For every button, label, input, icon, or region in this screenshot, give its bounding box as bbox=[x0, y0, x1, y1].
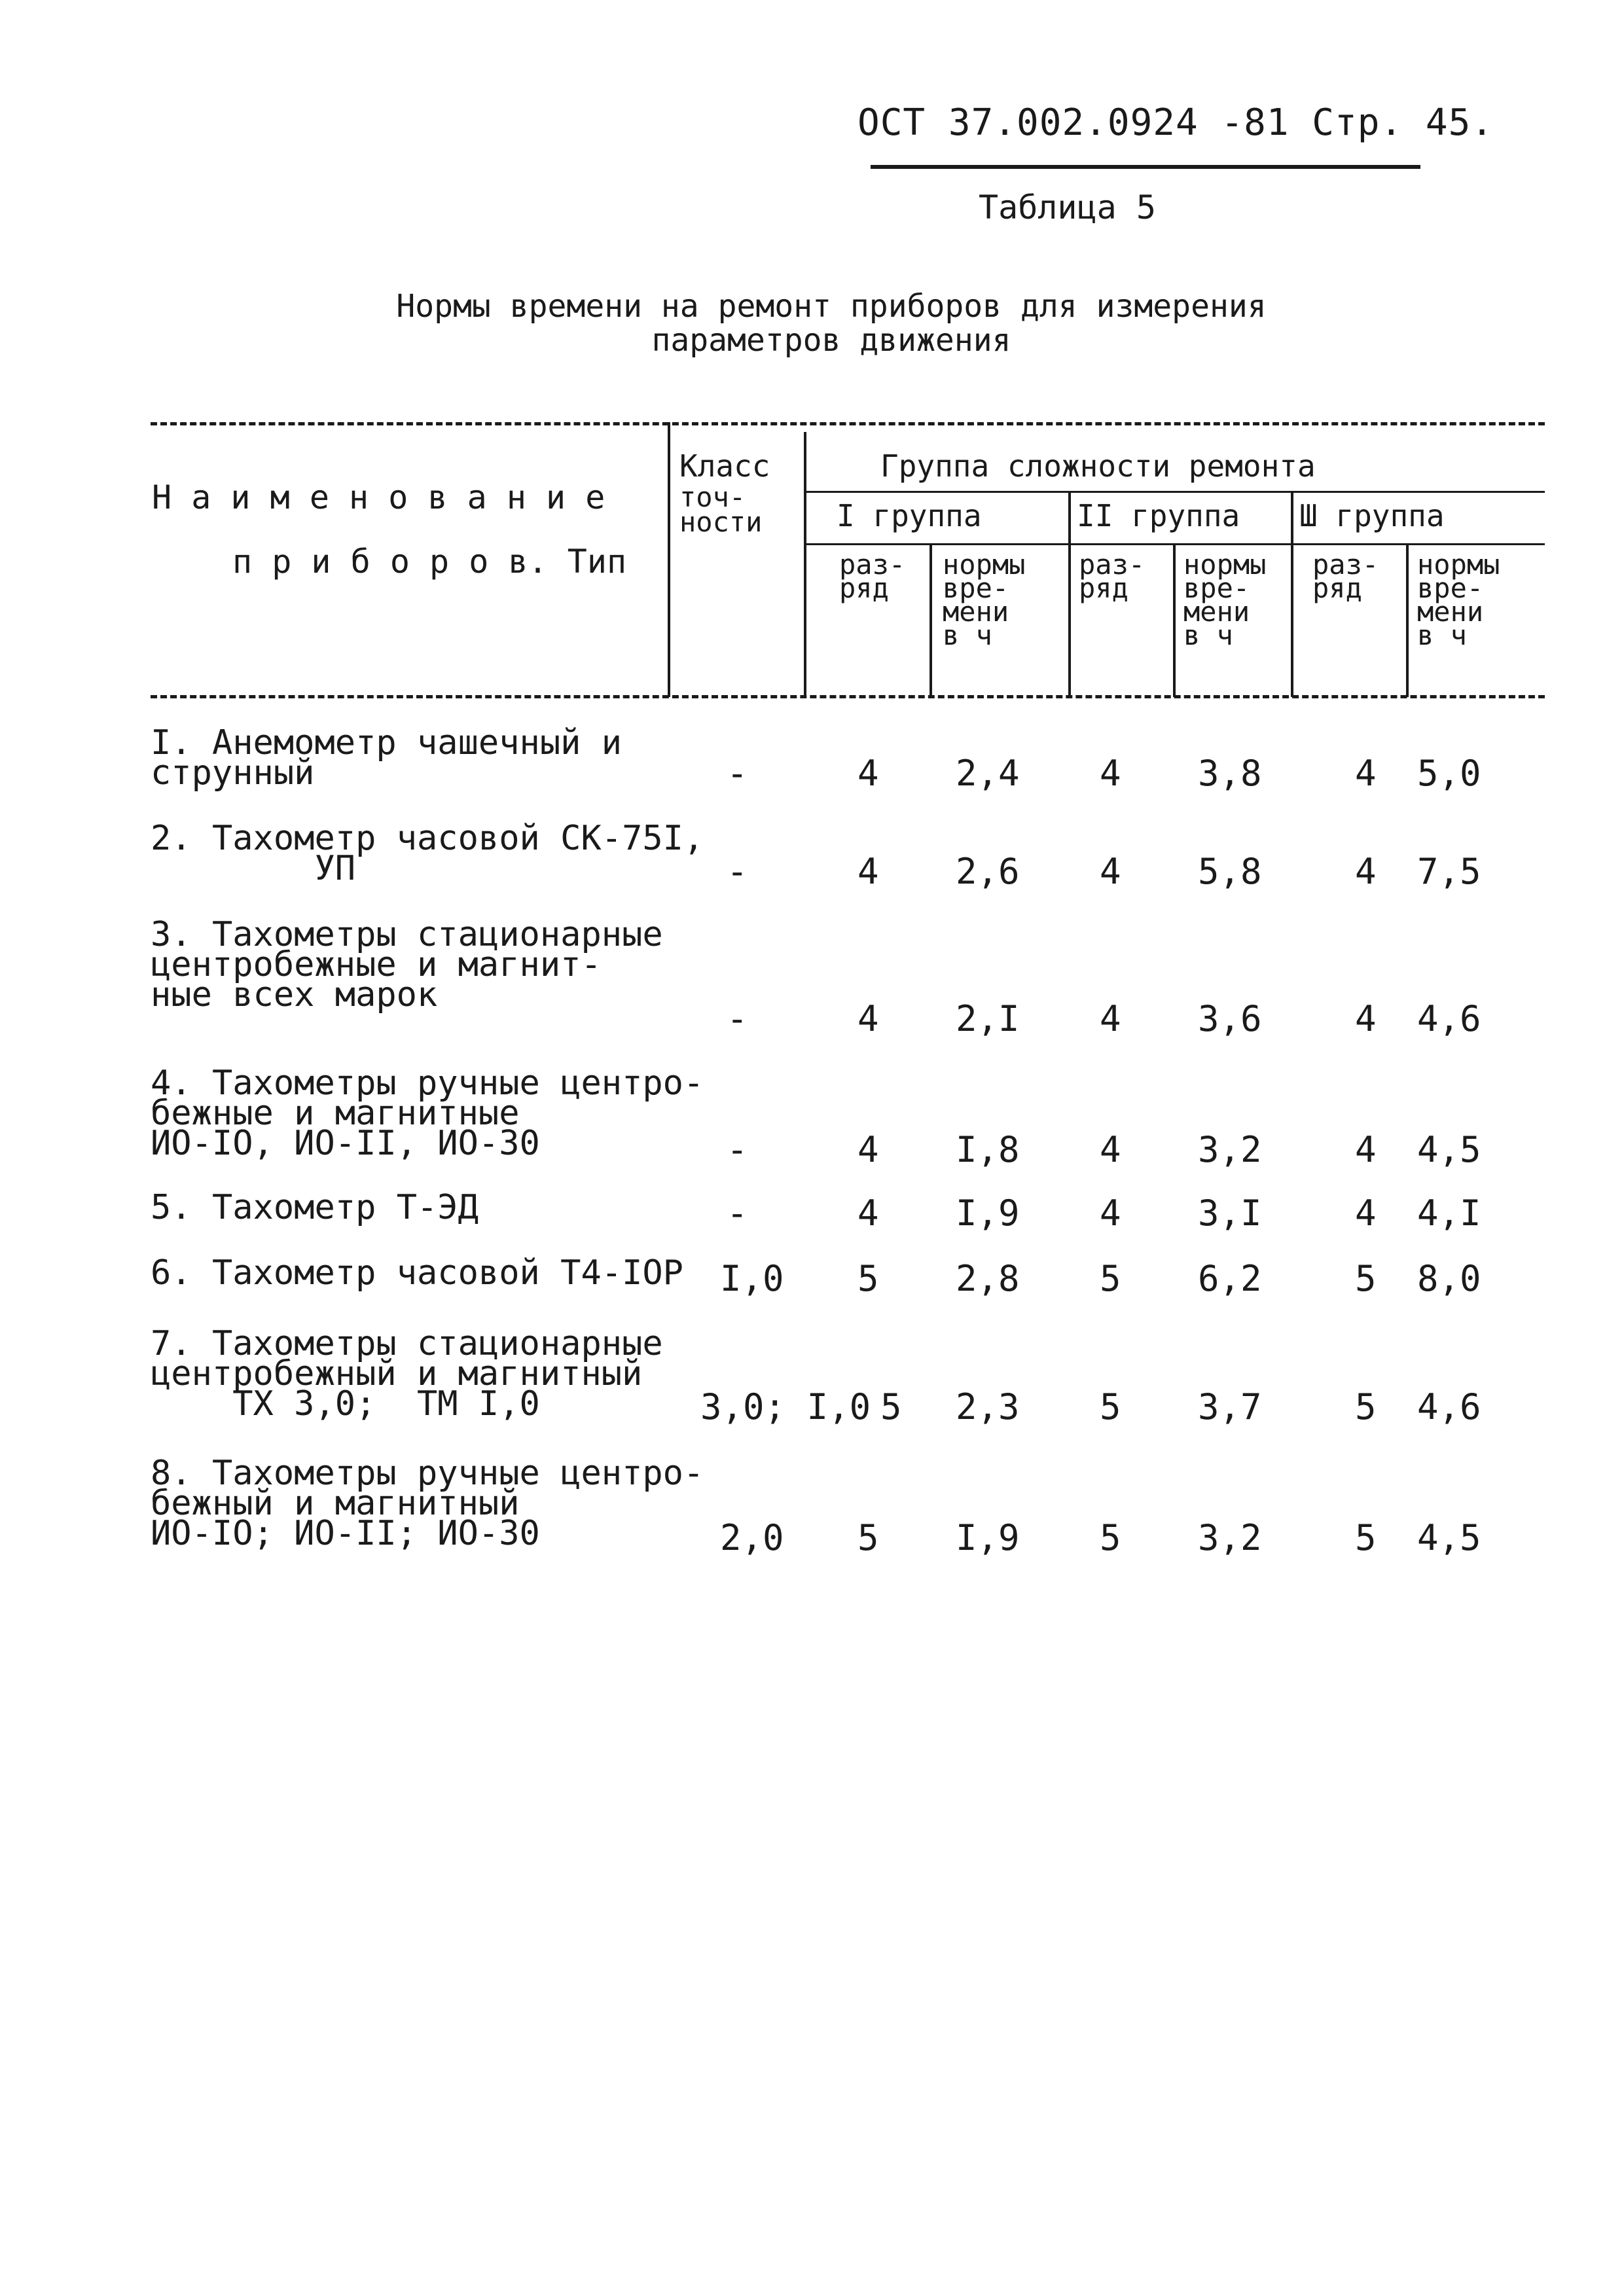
table-cell-g1-rank: 5 bbox=[857, 1517, 879, 1558]
table-cell-g3-rank: 4 bbox=[1355, 851, 1377, 892]
table-cell-g3-rank: 4 bbox=[1355, 998, 1377, 1039]
table-cell-g3-norm: 5,0 bbox=[1417, 753, 1481, 794]
table-cell-g3-norm: 4,6 bbox=[1417, 1386, 1481, 1427]
header-g1-norm: нормы вре- мени в ч bbox=[943, 548, 1026, 651]
table-cell-g1-rank: 5 bbox=[857, 1258, 879, 1299]
table-cell-g3-rank: 4 bbox=[1355, 1193, 1377, 1234]
table-cell-g2-rank: 5 bbox=[1100, 1517, 1121, 1558]
table-cell-class: I,0 bbox=[720, 1258, 784, 1299]
table-row-name: 6. Тахометр часовой Т4-IOР bbox=[151, 1253, 683, 1293]
table-cell-g1-norm: I,9 bbox=[956, 1193, 1020, 1234]
table-cell-class: - bbox=[727, 1193, 748, 1234]
table-cell-g3-rank: 4 bbox=[1355, 1129, 1377, 1170]
table-cell-g2-rank: 4 bbox=[1100, 1193, 1121, 1234]
table-cell-g1-norm: 2,I bbox=[956, 998, 1020, 1039]
header-g3-rank: раз- ряд bbox=[1312, 548, 1379, 604]
table-label: Таблица 5 bbox=[979, 188, 1156, 226]
table-cell-class: - bbox=[727, 851, 748, 892]
table-cell-g3-norm: 4,5 bbox=[1417, 1517, 1481, 1558]
table-cell-g3-norm: 4,5 bbox=[1417, 1129, 1481, 1170]
document-code: ОСТ 37.002.0924 -81 Стр. 45. bbox=[857, 101, 1494, 144]
table-cell-g1-norm: I,8 bbox=[956, 1129, 1020, 1170]
divider-g2-rank-norm bbox=[1173, 545, 1176, 697]
header-g3-norm: нормы вре- мени в ч bbox=[1417, 548, 1500, 651]
table-cell-g3-norm: 8,0 bbox=[1417, 1258, 1481, 1299]
divider-g1-rank-norm bbox=[929, 545, 932, 697]
table-cell-g3-norm: 7,5 bbox=[1417, 851, 1481, 892]
table-cell-g3-norm: 4,6 bbox=[1417, 998, 1481, 1039]
header-group1: I группа bbox=[837, 498, 982, 533]
header-name-line2: п р и б о р о в. Тип bbox=[232, 543, 627, 581]
table-cell-class: 3,0; I,0 bbox=[700, 1386, 871, 1427]
table-cell-class: - bbox=[727, 753, 748, 794]
table-cell-class: 2,0 bbox=[720, 1517, 784, 1558]
table-cell-g3-rank: 5 bbox=[1355, 1386, 1377, 1427]
table-row-name: 7. Тахометры стационарные центробежный и магнитный ТХ 3,0; ТМ I,0 bbox=[151, 1324, 663, 1424]
table-cell-g1-rank: 4 bbox=[857, 998, 879, 1039]
divider-g3-rank-norm bbox=[1406, 545, 1409, 697]
table-cell-g2-norm: 3,I bbox=[1198, 1193, 1262, 1234]
header-group2: II группа bbox=[1077, 498, 1240, 533]
table-cell-g2-norm: 6,2 bbox=[1198, 1258, 1262, 1299]
table-title-line1: Нормы времени на ремонт приборов для измерения bbox=[396, 288, 1267, 325]
table-cell-g3-rank: 5 bbox=[1355, 1258, 1377, 1299]
table-cell-g2-norm: 3,8 bbox=[1198, 753, 1262, 794]
header-class-line3: ности bbox=[679, 506, 763, 538]
header-g2-rank: раз- ряд bbox=[1079, 548, 1146, 604]
table-cell-class: - bbox=[727, 998, 748, 1039]
table-cell-g1-rank: 5 bbox=[880, 1386, 902, 1427]
table-cell-g1-rank: 4 bbox=[857, 1129, 879, 1170]
table-cell-g1-norm: 2,4 bbox=[956, 753, 1020, 794]
header-group3: Ш группа bbox=[1299, 498, 1445, 533]
table-cell-g2-rank: 4 bbox=[1100, 851, 1121, 892]
table-row-name: 3. Тахометры стационарные центробежные и магнит- ные всех марок bbox=[151, 915, 663, 1014]
table-cell-g3-rank: 5 bbox=[1355, 1517, 1377, 1558]
table-cell-g2-norm: 3,2 bbox=[1198, 1129, 1262, 1170]
table-title-line2: параметров движения bbox=[651, 322, 1011, 359]
table-cell-g1-norm: 2,8 bbox=[956, 1258, 1020, 1299]
table-cell-g3-norm: 4,I bbox=[1417, 1193, 1481, 1234]
table-cell-g2-norm: 3,2 bbox=[1198, 1517, 1262, 1558]
table-row-name: 2. Тахометр часовой СК-75I, УП bbox=[151, 819, 704, 888]
divider-group1-group2 bbox=[1068, 492, 1071, 697]
divider-class-groups bbox=[804, 432, 806, 697]
header-class-line2: точ- bbox=[679, 481, 746, 513]
header-g2-norm: нормы вре- мени в ч bbox=[1183, 548, 1267, 651]
divider-name-class bbox=[668, 422, 670, 697]
header-rule bbox=[871, 165, 1420, 169]
table-top-dashed-rule bbox=[151, 422, 1545, 425]
table-cell-g1-rank: 4 bbox=[857, 851, 879, 892]
table-row-name: 5. Тахометр Т-ЭД bbox=[151, 1188, 478, 1227]
header-g1-rank: раз- ряд bbox=[839, 548, 906, 604]
table-cell-g2-rank: 4 bbox=[1100, 1129, 1121, 1170]
table-cell-g1-rank: 4 bbox=[857, 753, 879, 794]
groups-header-rule bbox=[804, 491, 1545, 493]
table-cell-g1-rank: 4 bbox=[857, 1193, 879, 1234]
table-header-bottom-dashed-rule bbox=[151, 695, 1545, 698]
table-cell-g3-rank: 4 bbox=[1355, 753, 1377, 794]
table-cell-g1-norm: 2,3 bbox=[956, 1386, 1020, 1427]
table-cell-g2-norm: 5,8 bbox=[1198, 851, 1262, 892]
table-cell-class: - bbox=[727, 1129, 748, 1170]
header-complexity-group: Группа сложности ремонта bbox=[880, 448, 1316, 484]
header-name-line1: Н а и м е н о в а н и е bbox=[152, 478, 605, 516]
table-row-name: I. Анемометр чашечный и струнный bbox=[151, 723, 623, 793]
header-class-line1: Класс bbox=[679, 448, 770, 484]
table-row-name: 4. Тахометры ручные центро- бежные и магнитные ИО-IO, ИО-II, ИО-30 bbox=[151, 1064, 704, 1163]
table-cell-g2-rank: 5 bbox=[1100, 1386, 1121, 1427]
table-cell-g2-rank: 4 bbox=[1100, 753, 1121, 794]
table-cell-g2-rank: 5 bbox=[1100, 1258, 1121, 1299]
table-cell-g1-norm: 2,6 bbox=[956, 851, 1020, 892]
table-cell-g2-norm: 3,6 bbox=[1198, 998, 1262, 1039]
table-cell-g2-norm: 3,7 bbox=[1198, 1386, 1262, 1427]
table-row-name: 8. Тахометры ручные центро- бежный и магнитный ИО-IO; ИО-II; ИО-30 bbox=[151, 1454, 704, 1553]
table-cell-g1-norm: I,9 bbox=[956, 1517, 1020, 1558]
table-cell-g2-rank: 4 bbox=[1100, 998, 1121, 1039]
divider-group2-group3 bbox=[1291, 492, 1293, 697]
